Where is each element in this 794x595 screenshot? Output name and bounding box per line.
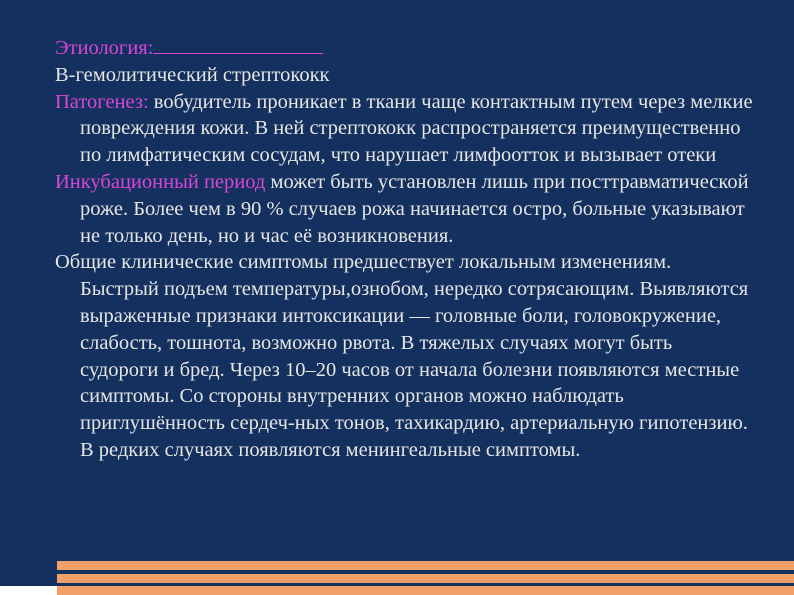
etiology-underline: [153, 35, 323, 54]
decorative-stripe-1: [57, 561, 794, 570]
pathogenesis-text: вобудитель проникает в ткани чаще контактным путем через мелкие повреждения кожи. В ней стрептококк распространяется преимущественно по лимфатическим сосудам, что нарушает лимфоотток и вызывает отеки: [80, 90, 753, 167]
incubation-label: Инкубационный период: [55, 170, 266, 193]
etiology-value: B-гемолитический стрептококк: [55, 63, 330, 86]
decorative-stripe-2: [57, 574, 794, 583]
etiology-label: Этиология:: [55, 37, 154, 59]
incubation-paragraph: [55, 169, 755, 249]
bottom-left-corner: [0, 586, 57, 595]
pathogenesis-paragraph: [55, 89, 755, 169]
incubation-text: может быть установлен лишь при посттравматической роже. Более чем в 90 % случаев рожа начинается остро, больные указывают не только день, но и час её возникновения.: [80, 170, 749, 247]
slide-content: [55, 35, 755, 464]
pathogenesis-label: Патогенез:: [55, 90, 149, 113]
etiology-heading: [55, 35, 755, 62]
decorative-stripe-3: [57, 586, 794, 595]
symptoms-paragraph: Общие клинические симптомы предшествует локальным изменениям. Быстрый подъем температуры,ознобом, нередко сотрясающим. Выявляются выраженные признаки интоксикации — головные боли, головокружение, слабость, тошнота, возможно рвота. В тяжелых случаях могут быть судороги и бред. Через 10–20 часов от начала болезни появляются местные симптомы. Со стороны внутренних органов можно наблюдать приглушённость сердеч-ных тонов, тахикардию, артериальную гипотензию. В редких случаях появляются менингеальные симптомы.: [55, 251, 749, 461]
